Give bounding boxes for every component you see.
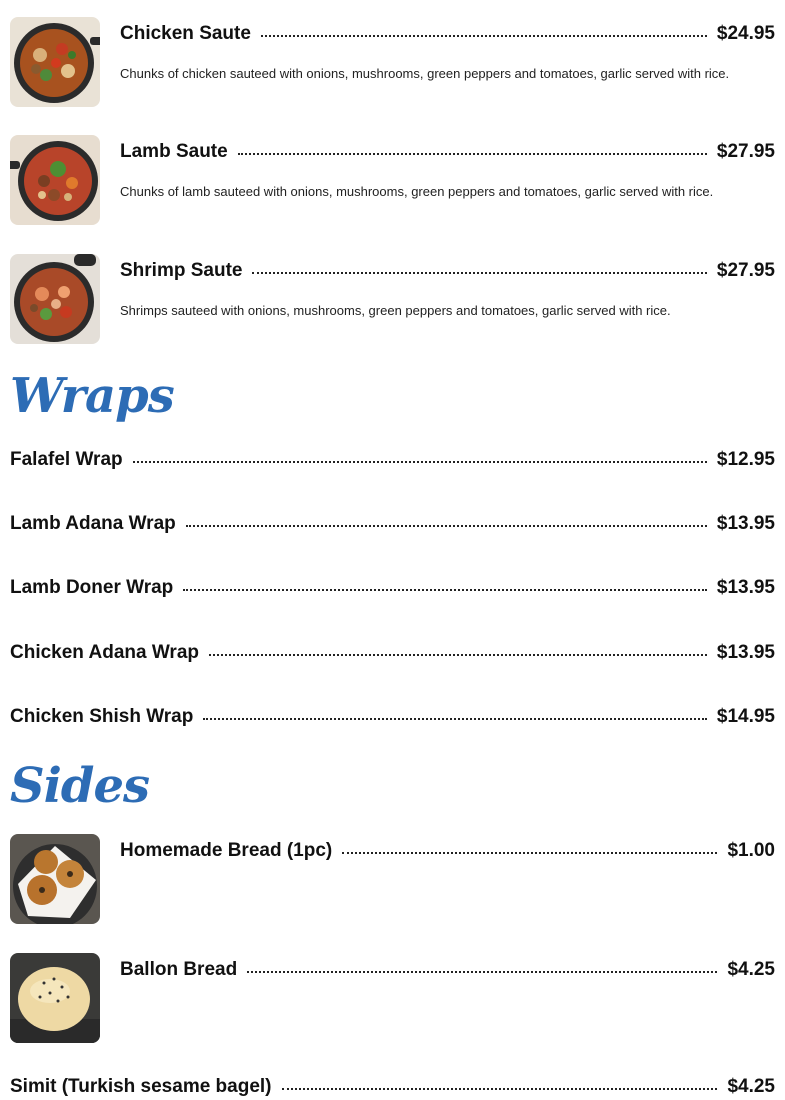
item-row (120, 21, 775, 47)
shrimp-saute-photo (10, 254, 100, 344)
dotted-leader (209, 654, 707, 656)
item-price: $13.95 (716, 513, 775, 534)
dotted-leader (247, 971, 717, 973)
item-name: Chicken Shish Wrap (10, 706, 194, 727)
item-name: Chicken Saute (120, 23, 251, 44)
menu-item-ballon-bread[interactable] (10, 953, 775, 1043)
item-price: $13.95 (716, 642, 775, 663)
item-name: Lamb Saute (120, 141, 228, 162)
item-price: $4.25 (727, 1076, 775, 1097)
item-price: $27.95 (716, 260, 775, 281)
item-row (120, 838, 775, 864)
menu-item-simit[interactable] (10, 1074, 775, 1100)
dotted-leader (186, 525, 707, 527)
item-description: Chunks of lamb sauteed with onions, mushrooms, green peppers and tomatoes, garlic served with rice. (120, 184, 714, 199)
menu-item-lamb-saute[interactable] (10, 135, 775, 225)
item-name: Shrimp Saute (120, 260, 243, 281)
menu-item-shrimp-saute[interactable] (10, 254, 775, 344)
item-name: Ballon Bread (120, 959, 238, 980)
dotted-leader (282, 1088, 718, 1090)
dotted-leader (252, 272, 706, 274)
dotted-leader (342, 852, 717, 854)
menu-item-lamb-doner-wrap[interactable] (10, 575, 775, 601)
item-name: Lamb Doner Wrap (10, 577, 174, 598)
menu-item-lamb-adana-wrap[interactable] (10, 511, 775, 537)
item-price: $27.95 (716, 141, 775, 162)
chicken-saute-photo (10, 17, 100, 107)
dotted-leader (261, 35, 707, 37)
item-name: Simit (Turkish sesame bagel) (10, 1076, 272, 1097)
section-title-wraps: Wraps (10, 368, 174, 424)
item-price: $1.00 (727, 840, 775, 861)
lamb-saute-photo (10, 135, 100, 225)
item-price: $24.95 (716, 23, 775, 44)
item-price: $4.25 (727, 959, 775, 980)
menu-item-chicken-saute[interactable] (10, 17, 775, 107)
menu-item-chicken-shish-wrap[interactable] (10, 704, 775, 730)
dotted-leader (203, 718, 707, 720)
section-title-sides: Sides (10, 758, 150, 814)
item-price: $13.95 (716, 577, 775, 598)
dotted-leader (133, 461, 707, 463)
item-price: $14.95 (716, 706, 775, 727)
item-description: Shrimps sauteed with onions, mushrooms, green peppers and tomatoes, garlic served with rice. (120, 303, 671, 318)
ballon-bread-photo (10, 953, 100, 1043)
item-row (120, 139, 775, 165)
item-name: Falafel Wrap (10, 449, 123, 470)
dotted-leader (238, 153, 707, 155)
dotted-leader (183, 589, 707, 591)
item-name: Lamb Adana Wrap (10, 513, 176, 534)
item-price: $12.95 (716, 449, 775, 470)
item-row (120, 957, 775, 983)
menu-item-chicken-adana-wrap[interactable] (10, 640, 775, 666)
item-row (120, 258, 775, 284)
item-name: Chicken Adana Wrap (10, 642, 199, 663)
item-name: Homemade Bread (1pc) (120, 840, 333, 861)
homemade-bread-photo (10, 834, 100, 924)
menu-item-homemade-bread[interactable] (10, 834, 775, 924)
item-description: Chunks of chicken sauteed with onions, mushrooms, green peppers and tomatoes, garlic served with rice. (120, 66, 730, 81)
menu-item-falafel-wrap[interactable] (10, 447, 775, 473)
